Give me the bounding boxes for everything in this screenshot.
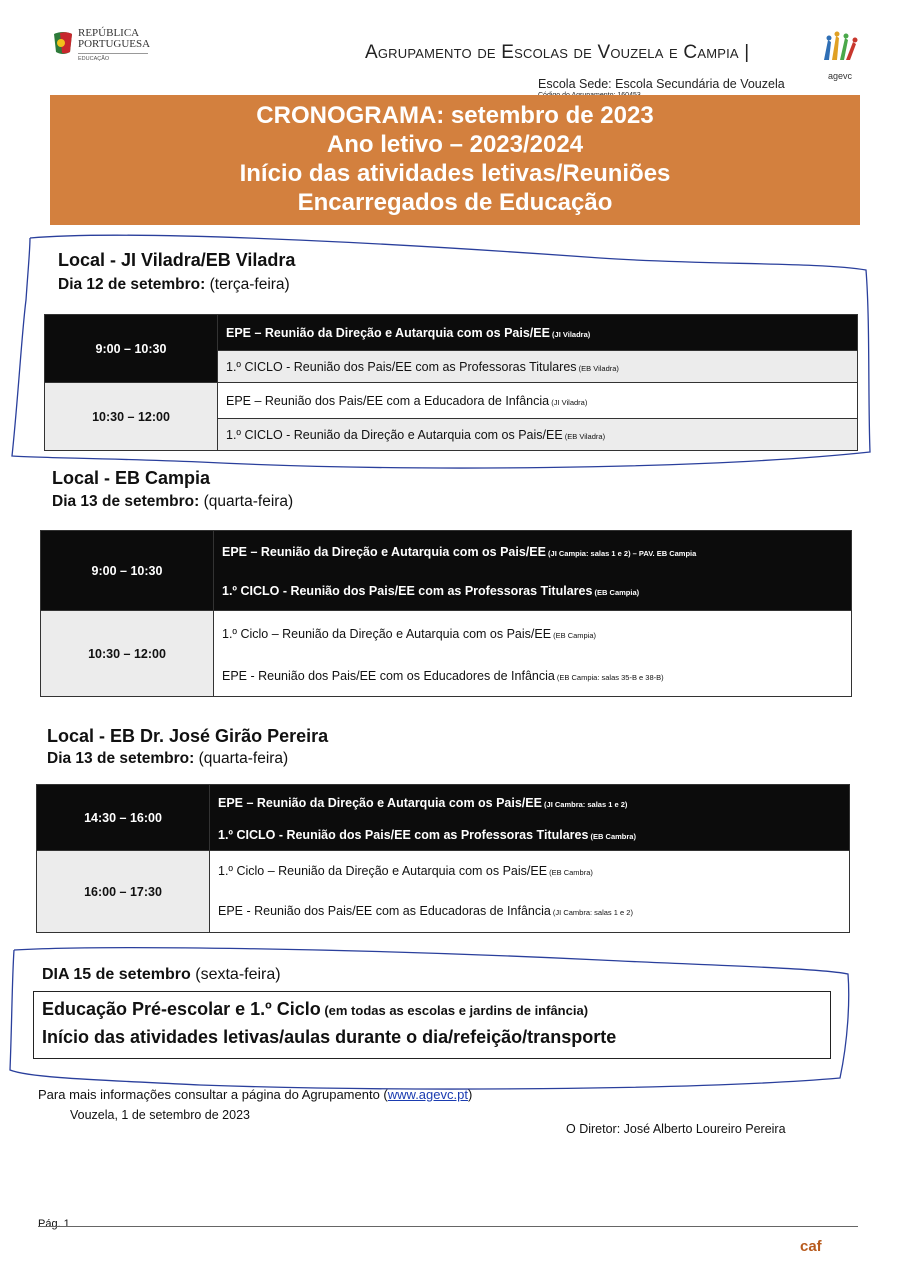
footer-info: Para mais informações consultar a página do Agrupamento (www.agevc.pt) [38,1087,473,1102]
section2-title: Local - EB Campia [52,468,211,488]
day15-line2: Início das atividades letivas/aulas durante o dia/refeição/transporte [42,1027,617,1047]
banner-line-4: Encarregados de Educação [297,189,613,216]
section1-table [44,314,858,451]
table-time: 16:00 – 17:30 [37,851,210,933]
gov-logo-sub: EDUCAÇÃO [78,56,110,62]
event-cell: EPE - Reunião dos Pais/EE com as Educadoras de Infância (JI Cambra: salas 1 e 2) [210,891,850,933]
event-cell: EPE - Reunião dos Pais/EE com os Educadores de Infância (EB Campia: salas 35-B e 38-B) [214,657,852,697]
day15-bold: DIA 15 de setembro [42,966,191,983]
website-link[interactable]: www.agevc.pt [387,1087,468,1102]
event-cell: EPE – Reunião da Direção e Autarquia com os Pais/EE (JI Cambra: salas 1 e 2) [210,785,850,821]
event-cell: 1.º CICLO - Reunião dos Pais/EE com as Professoras Titulares (EB Cambra) [210,821,850,851]
table-time: 14:30 – 16:00 [37,785,210,851]
event-cell: 1.º CICLO - Reunião dos Pais/EE com as Professoras Titulares (EB Campia) [214,573,852,611]
director-signature-line: O Diretor: José Alberto Loureiro Pereira [566,1122,786,1136]
event-cell: 1.º CICLO - Reunião da Direção e Autarquia com os Pais/EE (EB Viladra) [218,419,858,451]
event-cell: 1.º Ciclo – Reunião da Direção e Autarquia com os Pais/EE (EB Campia) [214,611,852,657]
banner-line-1: CRONOGRAMA: setembro de 2023 [256,102,654,129]
section2-day-rest: (quarta-feira) [199,493,294,510]
event-cell: EPE – Reunião da Direção e Autarquia com os Pais/EE (JI Viladra) [218,315,858,351]
section3-title: Local - EB Dr. José Girão Pereira [47,726,329,746]
event-cell: 1.º Ciclo – Reunião da Direção e Autarquia com os Pais/EE (EB Cambra) [210,851,850,891]
footer-date: Vouzela, 1 de setembro de 2023 [70,1108,250,1122]
org-name: Agrupamento de Escolas de Vouzela e Campia | [365,42,750,63]
section1-day-bold: Dia 12 de setembro: [58,276,206,293]
caf-mark: caf [800,1238,822,1255]
table-time: 10:30 – 12:00 [41,611,214,697]
event-cell: EPE – Reunião dos Pais/EE com a Educadora de Infância (JI Viladra) [218,383,858,419]
section3-day-rest: (quarta-feira) [194,750,289,767]
day15-line [42,966,281,984]
section2-day-bold: Dia 13 de setembro: [52,493,200,510]
banner-line-3: Início das atividades letivas/Reuniões [239,160,671,187]
day15-rest: (sexta-feira) [190,966,281,983]
page-number: Pág. 1 [38,1218,70,1230]
day15-box [33,991,831,1059]
table-time: 9:00 – 10:30 [41,531,214,611]
day15-line1: Educação Pré-escolar e 1.º Ciclo (em todas as escolas e jardins de infância) [42,999,589,1019]
banner-line-2: Ano letivo – 2023/2024 [326,131,584,158]
table-time: 10:30 – 12:00 [45,383,218,451]
event-cell: 1.º CICLO - Reunião dos Pais/EE com as Professoras Titulares (EB Viladra) [218,351,858,383]
section2-day [52,493,293,511]
section3-table [36,784,850,933]
table-time: 9:00 – 10:30 [45,315,218,383]
section3-day-bold: Dia 13 de setembro: [47,750,195,767]
gov-logo-line1: REPÚBLICA [78,27,140,39]
section1-title: Local - JI Viladra/EB Viladra [58,250,296,270]
school-name: Escola Sede: Escola Secundária de Vouzela [538,77,785,91]
section2-table [40,530,852,697]
section1-day-rest: (terça-feira) [205,276,290,293]
gov-logo-line2: PORTUGUESA [78,38,151,50]
event-cell: EPE – Reunião da Direção e Autarquia com os Pais/EE (JI Campia: salas 1 e 2) – PAV. EB Campia [214,531,852,573]
section1-day [58,276,290,294]
section3-day [47,750,288,768]
agevc-logo-text: agevc [827,71,853,81]
